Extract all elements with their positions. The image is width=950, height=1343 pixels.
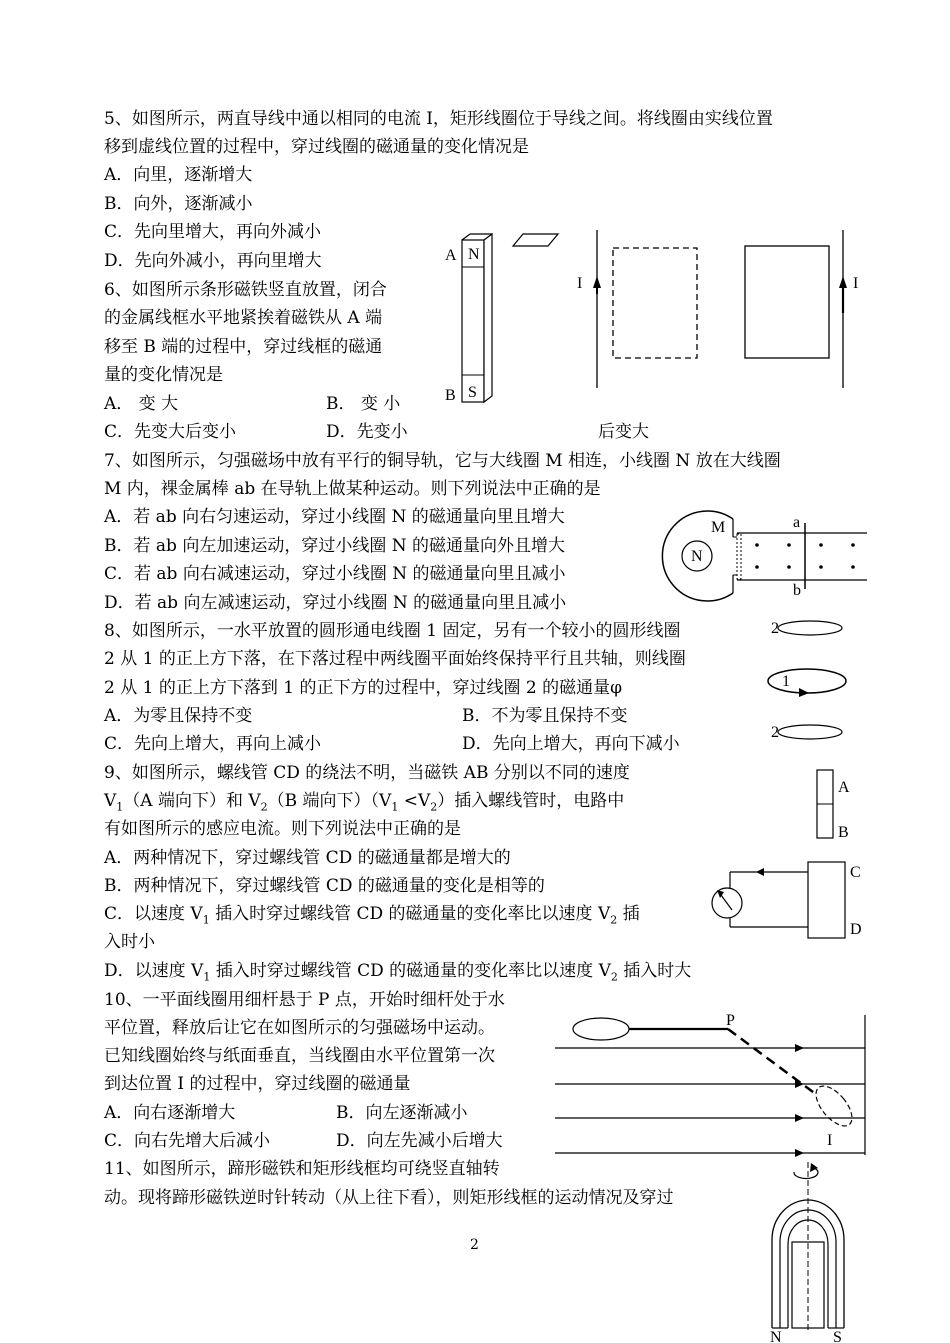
q5-option-d: D．先向外减小，再向里增大 [104, 251, 322, 271]
q6-label-s: S [468, 384, 477, 401]
q9-label-b: B [838, 824, 849, 841]
q7-option-b: B．若 ab 向左加速运动，穿过小线圈 N 的磁通量向外且增大 [104, 536, 565, 556]
q11-label-n: N [770, 1329, 782, 1343]
q6-stem-line4: 量的变化情况是 [104, 365, 223, 385]
q7-stem-line1: 7、如图所示，匀强磁场中放有平行的铜导轨，它与大线圈 M 相连，小线圈 N 放在大线圈 [104, 451, 781, 471]
q6-stem-line2: 的金属线框水平地紧挨着磁铁从 A 端 [104, 308, 383, 328]
q6-label-b: B [445, 387, 456, 404]
q11-label-s: S [833, 1329, 842, 1343]
q7-option-d: D．若 ab 向左减速运动，穿过小线圈 N 的磁通量向里且减小 [104, 593, 567, 613]
q8-stem-line3: 2 从 1 的正上方下落到 1 的正下方的过程中，穿过线圈 2 的磁通量φ [104, 678, 622, 698]
q5-stem-line2: 移到虚线位置的过程中，穿过线圈的磁通量的变化情况是 [104, 137, 529, 157]
q8-label-coil2-bottom: 2 [771, 724, 779, 741]
q5-stem-line1: 5、如图所示，两直导线中通以相同的电流 I，矩形线圈位于导线之间。将线圈由实线位置 [104, 109, 773, 129]
q6-label-a: A [445, 247, 457, 264]
q8-label-coil2-top: 2 [771, 620, 779, 637]
q11-horseshoe-figure [760, 1160, 870, 1343]
q8-option-a: A．为零且保持不变 [104, 706, 253, 726]
q8-coils-figure [765, 612, 865, 747]
q6-stem-line1: 6、如图所示条形磁铁竖直放置，闭合 [104, 280, 387, 300]
q10-option-b: B．向左逐渐减小 [336, 1103, 468, 1123]
q10-option-c: C．向右先增大后减小 [104, 1131, 271, 1151]
q10-stem-line2: 平位置，释放后让它在如图所示的匀强磁场中运动。 [104, 1018, 495, 1038]
q5-option-a: A．向里，逐渐增大 [104, 165, 253, 185]
q6-label-n: N [468, 246, 480, 263]
q7-label-a: a [793, 514, 801, 531]
q7-option-a: A．若 ab 向右匀速运动，穿过小线圈 N 的磁通量向里且增大 [104, 507, 565, 527]
q9-solenoid-figure [700, 762, 875, 947]
q6-option-d-part1: D．先变小 [326, 422, 408, 442]
q9-stem-line1: 9、如图所示，螺线管 CD 的绕法不明，当磁铁 AB 分别以不同的速度 [104, 763, 630, 783]
q5-option-b: B．向外，逐渐减小 [104, 194, 253, 214]
q10-option-d: D．向左先减小后增大 [336, 1131, 503, 1151]
q9-stem-line3: 有如图所示的感应电流。则下列说法中正确的是 [104, 819, 461, 839]
q11-stem-line1: 11、如图所示，蹄形磁铁和矩形线框均可绕竖直轴转 [104, 1159, 500, 1179]
q9-option-c: C．以速度 $V_1$ 插入时穿过螺线管 CD 的磁通量的变化率比以速度 $V_2$ 插 [104, 904, 640, 927]
q10-label-position-i: I [827, 1132, 833, 1149]
q8-option-d: D．先向上增大，再向下减小 [462, 734, 680, 754]
q6-magnet-figure [440, 225, 560, 410]
q10-stem-line4: 到达位置 I 的过程中，穿过线圈的磁通量 [104, 1074, 411, 1094]
q8-stem-line1: 8、如图所示，一水平放置的圆形通电线圈 1 固定，另有一个较小的圆形线圈 [104, 621, 681, 641]
q7-label-m: M [711, 519, 726, 536]
q8-option-b: B．不为零且保持不变 [462, 706, 628, 726]
q10-label-p: P [726, 1012, 735, 1029]
q10-pendulum-figure [555, 1005, 870, 1160]
q7-stem-line2: M 内，裸金属棒 ab 在导轨上做某种运动。则下列说法中正确的是 [104, 479, 601, 499]
q5-label-current-left: I [577, 275, 583, 292]
q8-stem-line2: 2 从 1 的正上方下落，在下落过程中两线圈平面始终保持平行且共轴，则线圈 [104, 649, 686, 669]
q5-option-c: C．先向里增大，再向外减小 [104, 222, 322, 242]
q9-stem-line2: $V_1(A$ 端向下）和 $V_2(B$ 端向下）$(V_1 <V_2)$插入螺线管时，电路中 [104, 791, 625, 814]
q9-option-d: D．以速度 $V_1$ 插入时穿过螺线管 CD 的磁通量的变化率比以速度 $V_2$ 插入时大 [104, 961, 692, 984]
q6-stem-line3: 移至 B 端的过程中，穿过线框的磁通 [104, 337, 383, 357]
q6-option-a: A． 变 大 [104, 394, 179, 414]
page-number: 2 [470, 1237, 479, 1253]
q10-option-a: A．向右逐渐增大 [104, 1103, 236, 1123]
q7-coil-rails-figure [645, 505, 870, 610]
q6-option-d-part2: 后变大 [598, 422, 649, 442]
q11-stem-line2: 动。现将蹄形磁铁逆时针转动（从上往下看），则矩形线框的运动情况及穿过 [104, 1188, 674, 1208]
q9-label-d: D [850, 921, 862, 938]
q7-label-b: b [793, 582, 801, 599]
q8-option-c: C．先向上增大，再向上减小 [104, 734, 322, 754]
q6-option-c: C．先变大后变小 [104, 422, 237, 442]
q9-option-b: B．两种情况下，穿过螺线管 CD 的磁通量的变化是相等的 [104, 876, 545, 896]
q5-wires-figure [565, 228, 875, 393]
q10-stem-line1: 10、一平面线圈用细杆悬于 P 点，开始时细杆处于水 [104, 990, 505, 1010]
q9-option-a: A．两种情况下，穿过螺线管 CD 的磁通量都是增大的 [104, 848, 511, 868]
q8-label-coil1: 1 [782, 673, 790, 690]
q10-stem-line3: 已知线圈始终与纸面垂直，当线圈由水平位置第一次 [104, 1046, 495, 1066]
q7-option-c: C．若 ab 向右减速运动，穿过小线圈 N 的磁通量向里且减小 [104, 564, 566, 584]
q9-label-a: A [838, 779, 850, 796]
q9-option-c-line2: 入时小 [104, 932, 155, 952]
q6-option-b: B． 变 小 [326, 394, 401, 414]
q9-label-c: C [850, 864, 861, 881]
q7-label-n: N [691, 548, 703, 565]
q5-label-current-right: I [853, 275, 859, 292]
